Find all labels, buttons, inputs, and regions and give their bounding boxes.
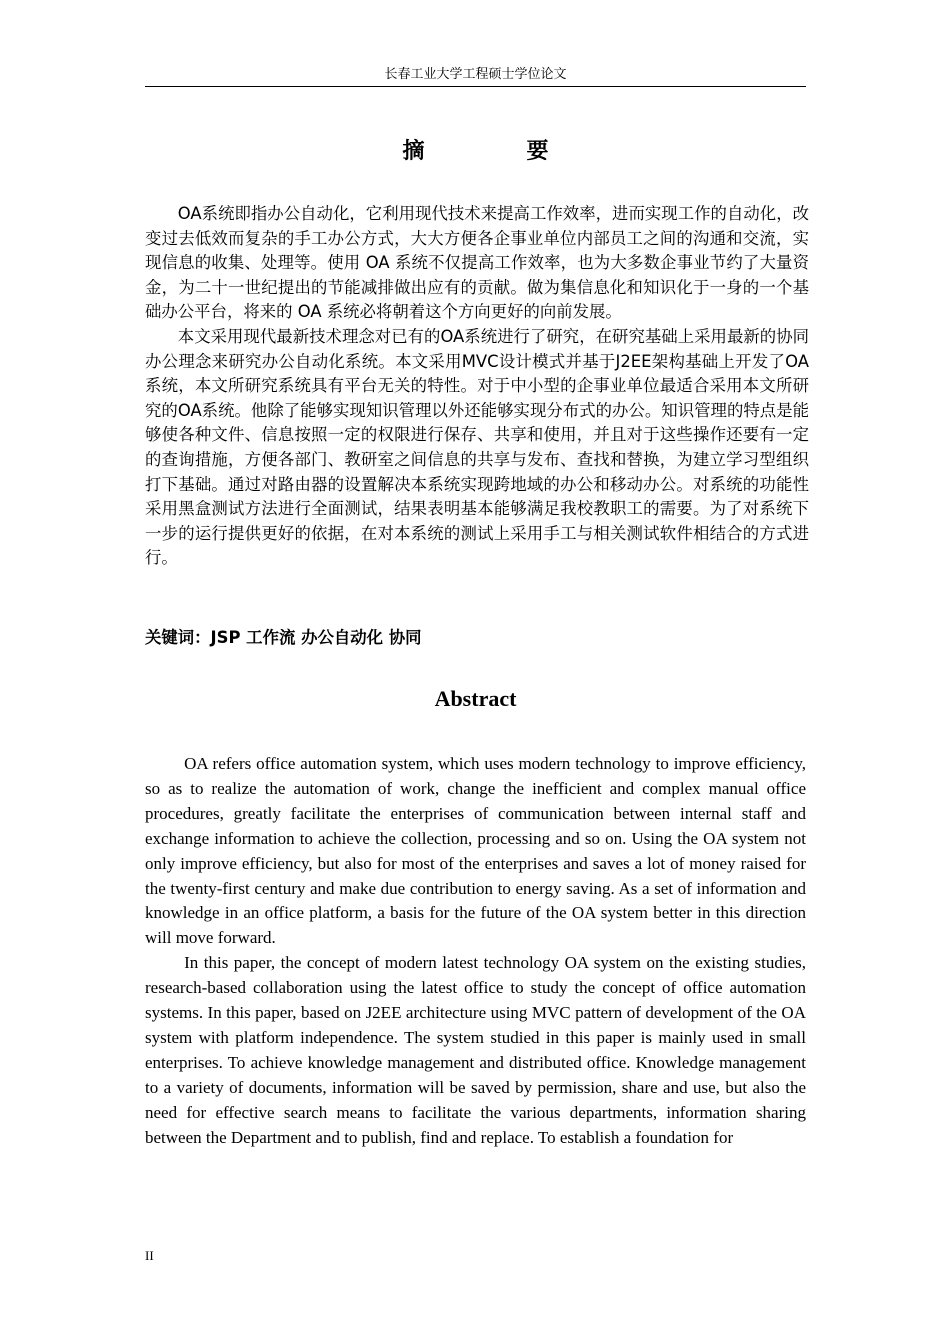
chinese-paragraph-2: 本文采用现代最新技术理念对已有的OA系统进行了研究，在研究基础上采用最新的协同办公理念来研究办公自动化系统。本文采用MVC设计模式并基于J2EE架构基础上开发了OA系统，本文所研究系统具有平台无关的特性。对于中小型的企事业单位最适合采用本文所研究的OA系统。他除了能够实现知识管理以外还能够实现分布式的办公。知识管理的特点是能够使各种文件、信息按照一定的权限进行保存、共享和使用，并且对于这些操作还要有一定的查询措施，方便各部门、教研室之间信息的共享与发布、查找和替换，为建立学习型组织打下基础。通过对路由器的设置解决本系统实现跨地域的办公和移动办公。对系统的功能性采用黑盒测试方法进行全面测试，结果表明基本能够满足我校教职工的需要。为了对系统下一步的运行提供更好的依据，在对本系统的测试上采用手工与相关测试软件相结合的方式进行。 — [145, 326, 809, 568]
chinese-abstract-body — [145, 202, 809, 571]
chinese-keywords: 关键词：JSP 工作流 办公自动化 协同 — [145, 628, 422, 647]
english-paragraph-1: OA refers office automation system, which uses modern technology to improve efficiency, so as to realize the automation of work, change the inefficient and complex manual office procedures, greatly facilitate the enterprises of communication between internal staff and exchange information to achieve the collection, processing and so on. Using the OA system not only improve efficiency, but also for most of the enterprises and saves a lot of money raised for the twenty-first century and make due contribution to energy saving. As a set of information and knowledge in an office platform, a basis for the future of the OA system better in this direction will move forward. — [145, 754, 806, 948]
header-rule — [145, 86, 806, 87]
chinese-paragraph-1: OA系统即指办公自动化，它利用现代技术来提高工作效率，进而实现工作的自动化，改变过去低效而复杂的手工办公方式，大大方便各企事业单位内部员工之间的沟通和交流，实现信息的收集、处理等。使用 OA 系统不仅提高工作效率，也为大多数企事业节约了大量资金，为二十一世纪提出的节能减排做出应有的贡献。做为集信息化和知识化于一身的一个基础办公平台，将来的 OA 系统必将朝着这个方向更好的向前发展。 — [145, 204, 809, 322]
english-paragraph-2: In this paper, the concept of modern latest technology OA system on the existing studies, research-based collaboration using the latest office to study the concept of office automation systems. In this paper, based on J2EE architecture using MVC pattern of development of the OA system with platform independence. The system studied in this paper is mainly used in small enterprises. To achieve knowledge management and distributed office. Knowledge management to a variety of documents, information will be saved by permission, share and use, but also the need for effective search means to facilitate the various departments, information sharing between the Department and to publish, find and replace. To establish a foundation for — [145, 953, 806, 1147]
page-number: II — [145, 1248, 154, 1263]
english-abstract-body — [145, 752, 806, 1151]
running-header: 长春工业大学工程硕士学位论文 — [384, 67, 567, 82]
english-abstract-heading: Abstract — [434, 686, 517, 711]
chinese-abstract-heading: 摘 要 — [402, 139, 589, 164]
